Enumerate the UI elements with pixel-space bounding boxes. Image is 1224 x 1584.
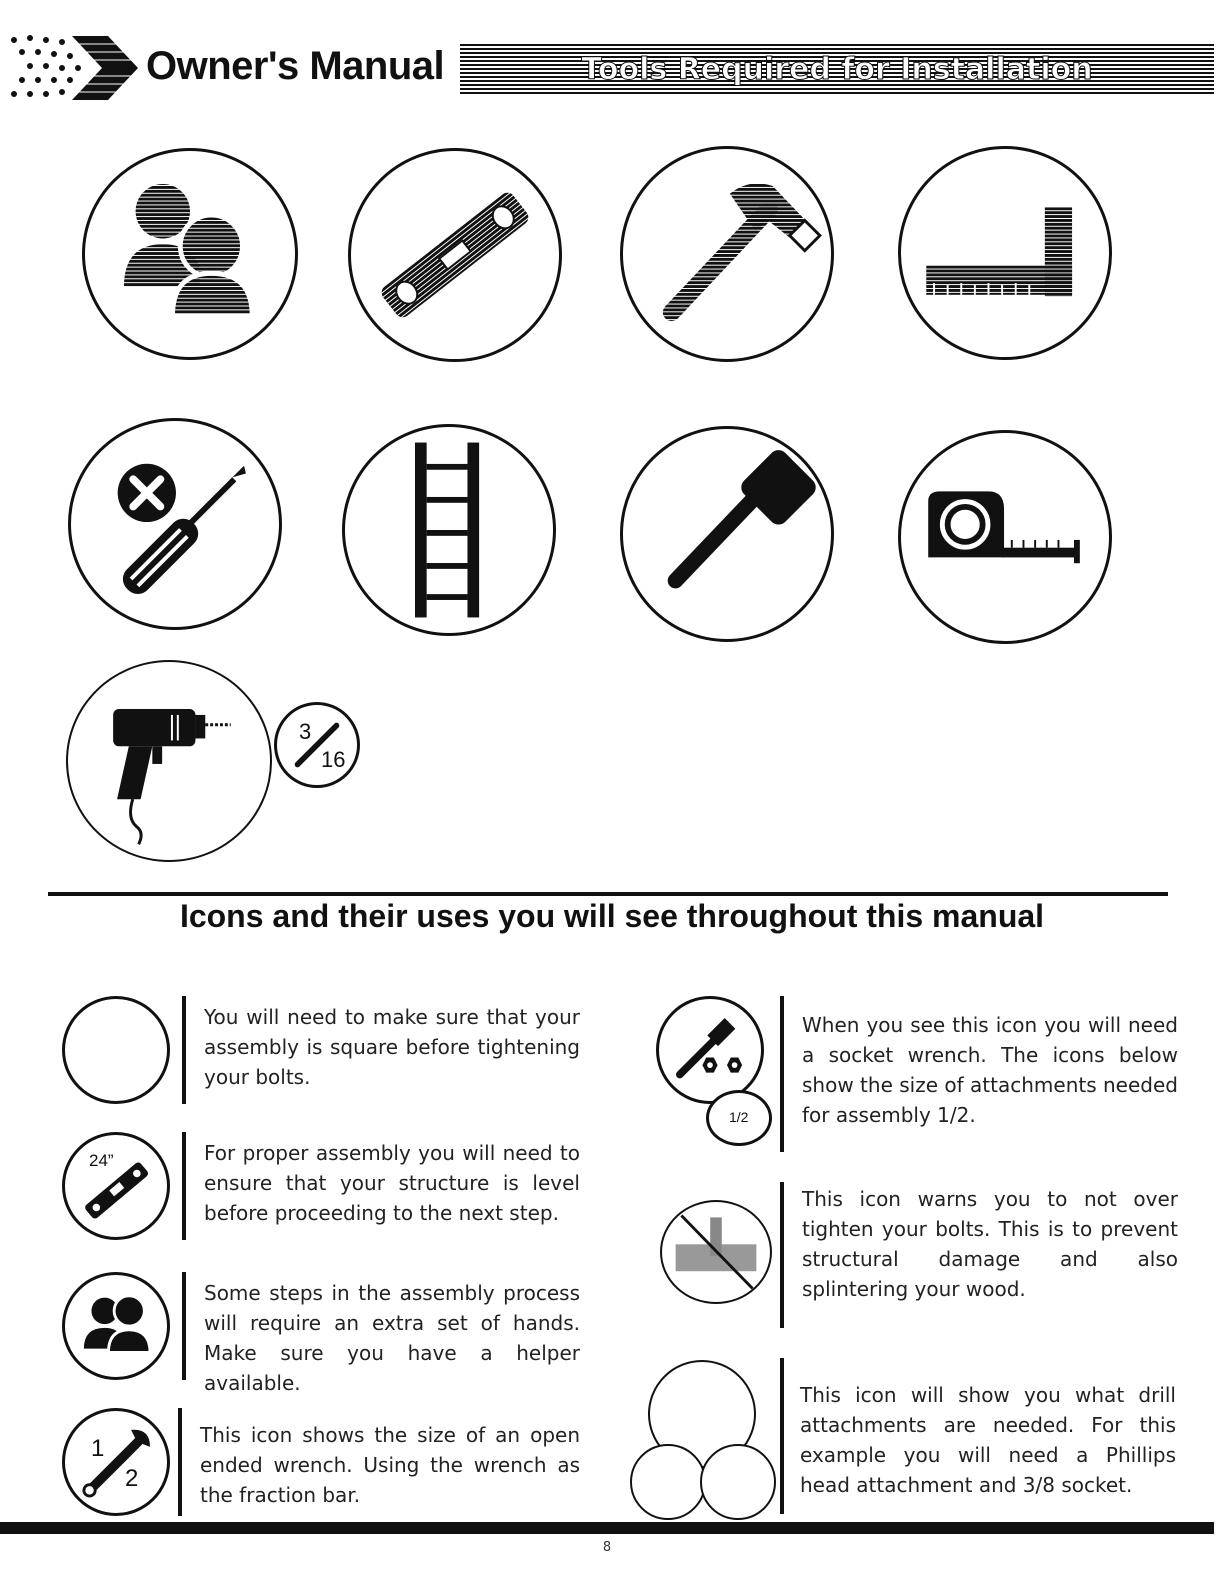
legend-drill-text: This icon will show you what drill attachments are needed. For this example you will need a Phillips head attachment and 3/8 socket. bbox=[800, 1383, 1176, 1497]
wrench-denominator: 2 bbox=[125, 1465, 139, 1492]
rubber-mallet-icon bbox=[620, 426, 834, 642]
tape-measure-icon bbox=[898, 430, 1112, 644]
legend-socket-text: When you see this icon you will need a socket wrench. The icons below show the size of attachments needed for assembly 1/2. bbox=[802, 1013, 1178, 1127]
level-icon bbox=[348, 148, 562, 362]
phillips-bit-icon bbox=[630, 1444, 706, 1520]
brand-logo bbox=[8, 34, 138, 102]
socket-size-icon bbox=[706, 1090, 772, 1146]
legend-divider bbox=[182, 1132, 186, 1240]
legend-divider bbox=[182, 996, 186, 1104]
section-divider bbox=[48, 892, 1168, 896]
legend-overtighten-text: This icon warns you to not over tighten your bolts. This is to prevent structural damage and also splintering your wood. bbox=[802, 1187, 1178, 1301]
ladder-icon bbox=[342, 424, 556, 636]
brand-title: Owner's Manual bbox=[146, 44, 445, 88]
two-people-icon bbox=[82, 148, 298, 360]
level-size-label: 24” bbox=[89, 1151, 114, 1170]
footer-bar bbox=[0, 1522, 1214, 1534]
no-overtighten-icon bbox=[660, 1200, 772, 1304]
drill-bit-size-icon bbox=[274, 702, 360, 788]
page-title: Tools Required for Installation bbox=[581, 52, 1093, 87]
page-number: 8 bbox=[602, 1540, 612, 1555]
drill-bit-numerator: 3 bbox=[299, 719, 312, 744]
square-check-icon bbox=[62, 996, 170, 1104]
socket-size-label: 1/2 bbox=[729, 1109, 749, 1125]
legend-divider bbox=[182, 1272, 186, 1380]
level-24-icon bbox=[62, 1132, 170, 1240]
wrench-numerator: 1 bbox=[91, 1435, 105, 1462]
legend-divider bbox=[178, 1408, 182, 1516]
socket-wrench-icon bbox=[656, 996, 764, 1104]
legend-divider bbox=[780, 996, 784, 1152]
legend-helper-text: Some steps in the assembly process will require an extra set of hands. Make sure you have a helper available. bbox=[204, 1281, 580, 1395]
legend-divider bbox=[780, 1182, 784, 1328]
legend-square-text: You will need to make sure that your assembly is square before tightening your bolts. bbox=[204, 1005, 580, 1089]
section-title: Icons and their uses you will see throughout this manual bbox=[179, 898, 1045, 934]
legend-wrench-text: This icon shows the size of an open ended wrench. Using the wrench as the fraction bar. bbox=[200, 1423, 580, 1507]
square-ruler-icon bbox=[898, 146, 1112, 360]
helper-icon bbox=[62, 1272, 170, 1380]
hammer-icon bbox=[620, 146, 834, 362]
socket-bit-icon bbox=[700, 1444, 776, 1520]
legend-level-text: For proper assembly you will need to ensure that your structure is level before proceeding to the next step. bbox=[204, 1141, 580, 1225]
legend-divider bbox=[780, 1358, 784, 1514]
drill-bit-denominator: 16 bbox=[321, 747, 346, 772]
screwdriver-icon bbox=[68, 418, 282, 630]
open-wrench-icon bbox=[62, 1408, 170, 1516]
drill-icon bbox=[66, 660, 272, 862]
